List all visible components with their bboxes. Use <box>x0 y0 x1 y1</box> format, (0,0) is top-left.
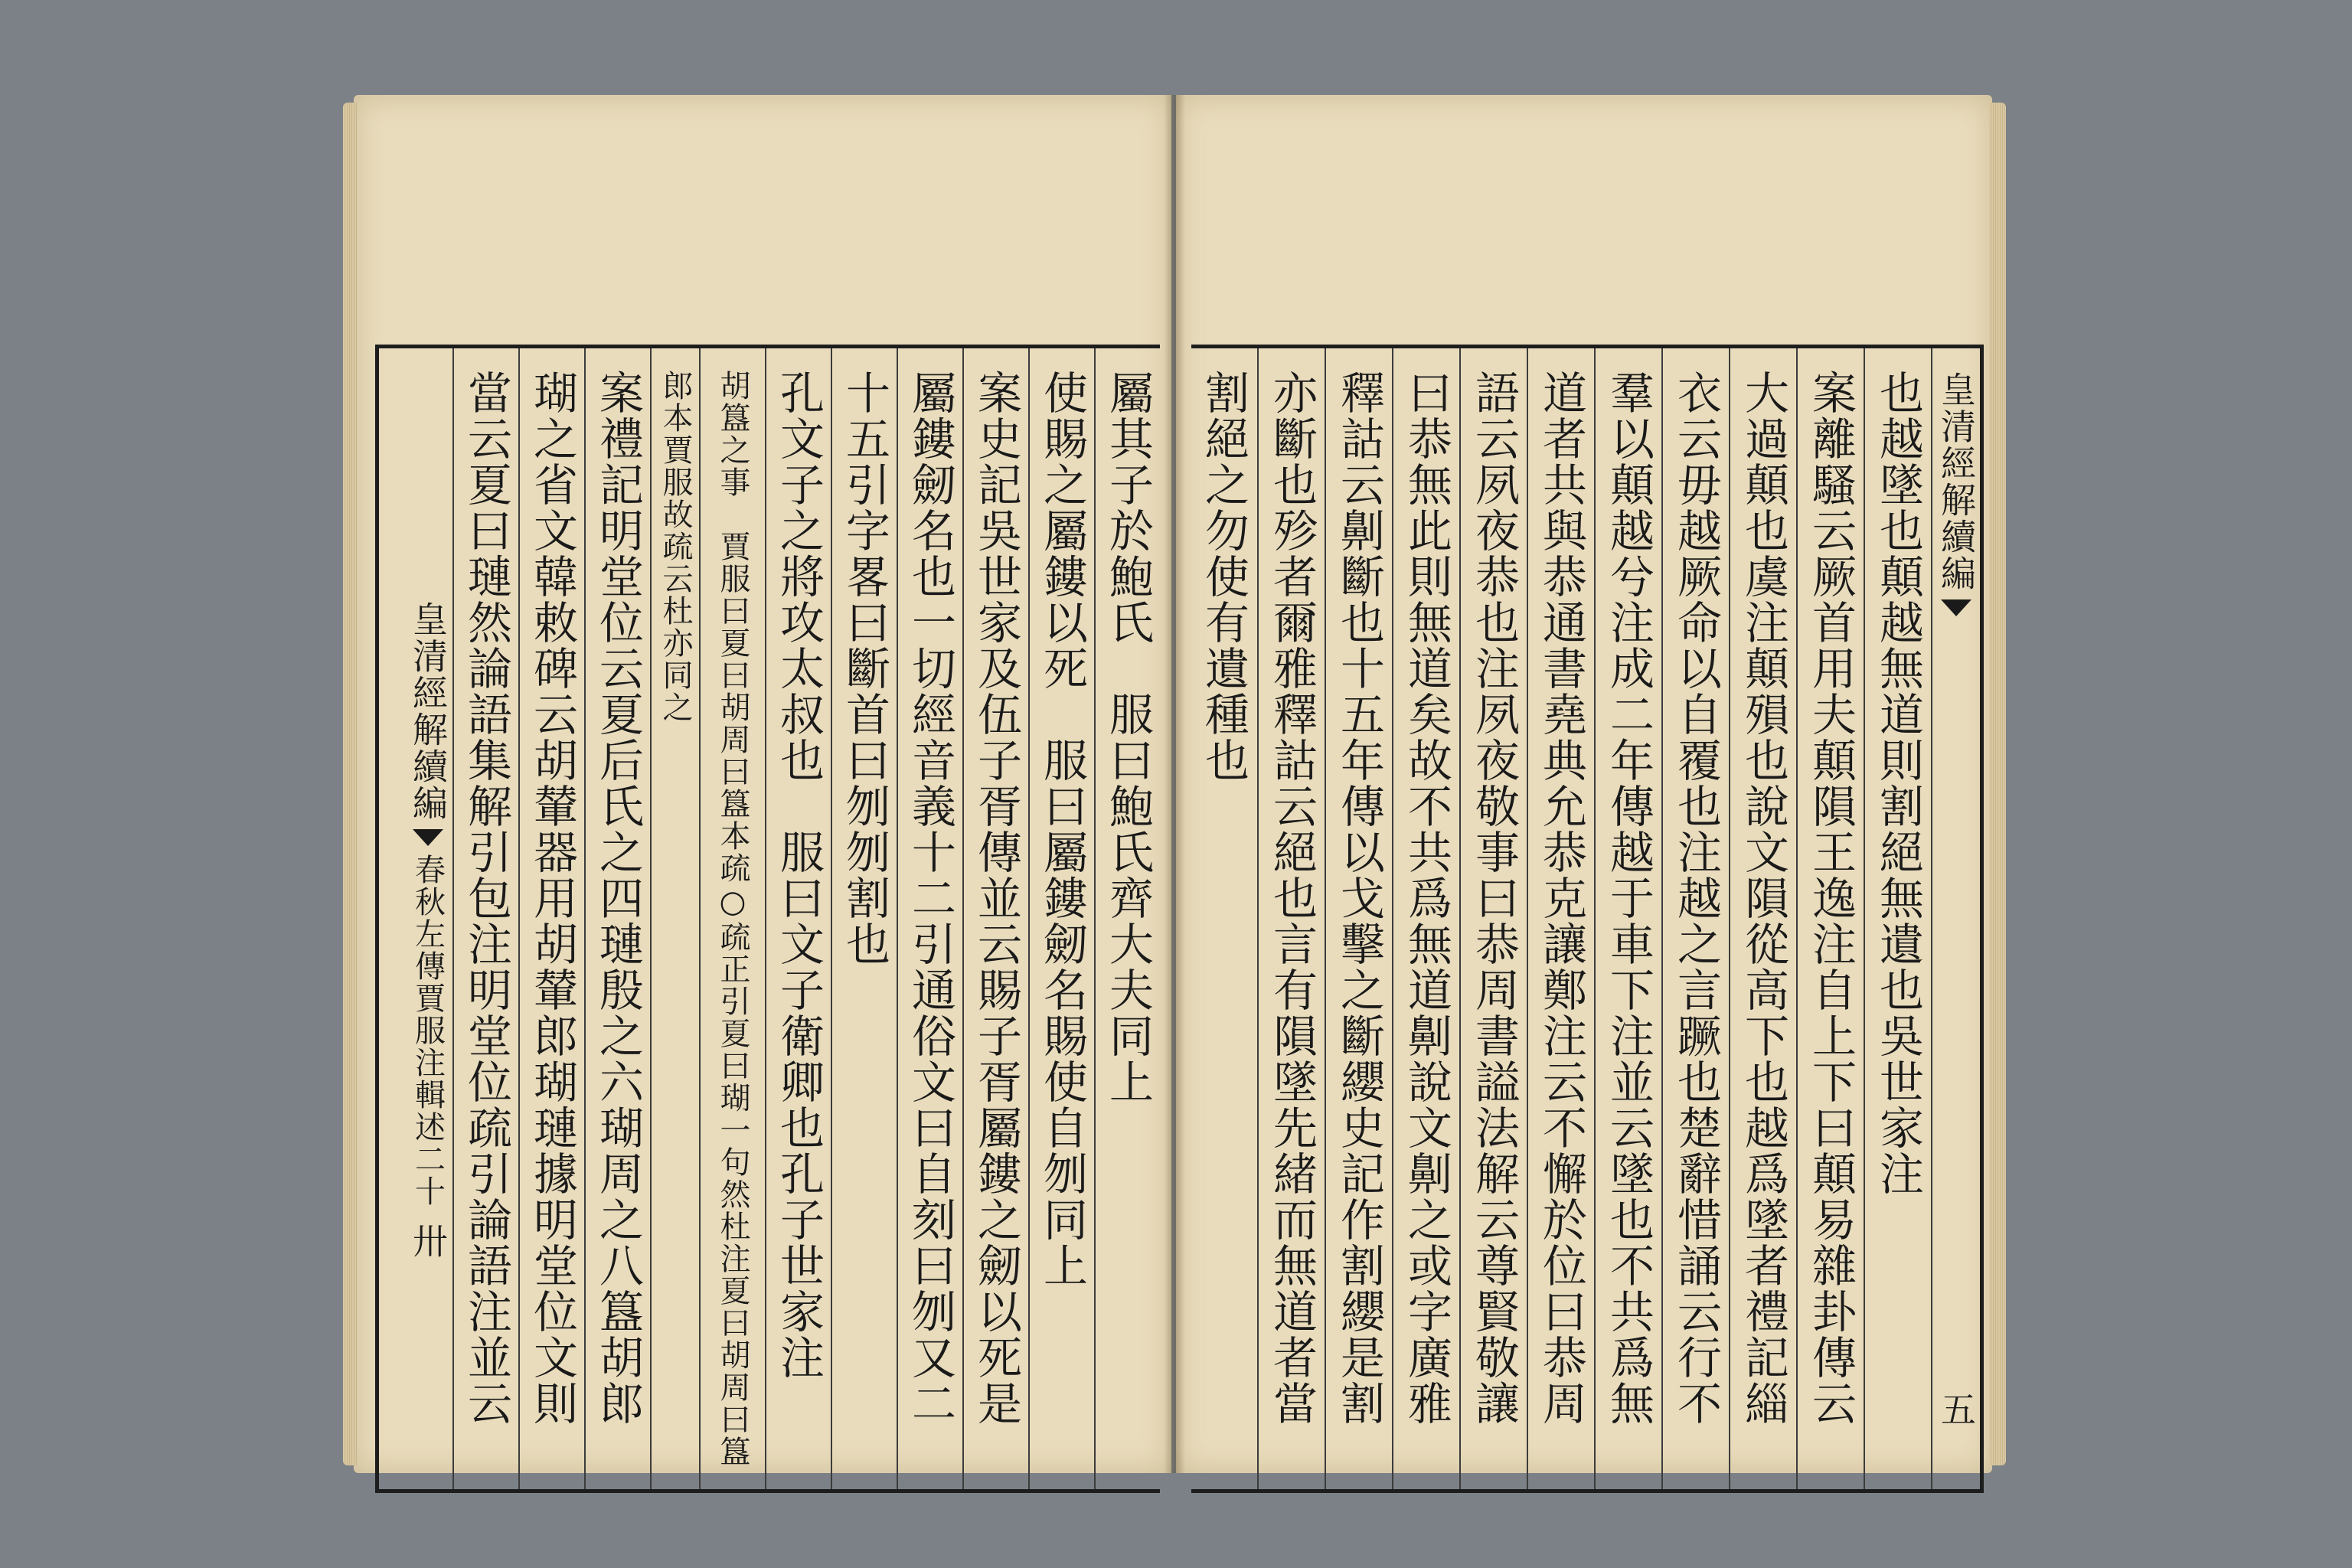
left-column-text: 十五引字畧曰斷首曰刎刎割也 <box>838 370 890 967</box>
left-column-text: 郎本賈服故疏云杜亦同之 <box>658 370 693 724</box>
right-column-text: 亦斷也殄者爾雅釋詁云絕也言有隕墜先緒而無道者當 <box>1266 370 1318 1426</box>
left-folio-number: 卅 <box>407 1223 449 1259</box>
right-column-text: 羣以顛越兮注成二年傳越于車下注並云墜也不共爲無 <box>1602 370 1655 1426</box>
fish-tail-mark-icon <box>1941 599 1971 616</box>
left-column-2 <box>1028 348 1094 1489</box>
right-column-text: 案離騷云厥首用夫顛隕王逸注自上下曰顛易雜卦傳云 <box>1805 370 1857 1426</box>
right-column-2 <box>1796 348 1864 1489</box>
left-column-text: 案史記吳世家及伍子胥傳並云賜子胥屬鏤之劒以死是 <box>970 370 1022 1426</box>
right-column-10 <box>1257 348 1325 1489</box>
left-margin-subtitle: 春秋左傳賈服注輯述二十 <box>410 854 446 1207</box>
left-margin-title: 皇清經解續編 <box>407 601 449 822</box>
left-margin-strip <box>403 348 452 1489</box>
right-column-text: 割絕之勿使有遺種也 <box>1197 370 1250 783</box>
left-column-text: 屬其子於鮑氏 服曰鮑氏齊大夫同上 <box>1102 370 1154 1105</box>
right-page-edge <box>1989 103 2006 1465</box>
right-margin-title: 皇清經解續編 <box>1936 371 1977 592</box>
right-column-7 <box>1459 348 1527 1489</box>
left-page-edge <box>343 103 357 1465</box>
left-text-frame <box>375 345 1160 1493</box>
right-column-text: 也越墜也顛越無道則割絕無遺也吳世家注 <box>1872 370 1924 1197</box>
left-column-text: 孔文子之將攻太叔也 服曰文子衛卿也孔子世家注 <box>773 370 825 1380</box>
right-column-text: 釋詁云劓斷也十五年傳以戈擊之斷纓史記作割纓是割 <box>1333 370 1385 1426</box>
right-column-4 <box>1661 348 1729 1489</box>
right-column-11 <box>1190 348 1257 1489</box>
left-column-text: 屬鏤劒名也一切經音義十二引通俗文曰自刻曰刎又二 <box>904 370 956 1426</box>
right-page <box>1176 95 1992 1473</box>
left-column-10 <box>518 348 584 1489</box>
left-column-8 <box>650 348 699 1489</box>
right-column-text: 曰恭無此則無道矣故不共爲無道劓說文劓之或字廣雅 <box>1400 370 1452 1426</box>
right-column-9 <box>1325 348 1392 1489</box>
open-book <box>354 95 1992 1473</box>
left-column-text: 瑚之省文韓敕碑云胡輦器用胡輦郎瑚璉據明堂位文則 <box>526 370 578 1426</box>
right-column-text: 衣云毋越厥命以自覆也注越之言蹶也楚辭惜誦云行不 <box>1670 370 1722 1426</box>
left-column-text: 當云夏曰璉然論語集解引包注明堂位疏引論語注並云 <box>460 370 512 1426</box>
right-column-8 <box>1392 348 1459 1489</box>
right-column-6 <box>1527 348 1594 1489</box>
right-column-1 <box>1864 348 1931 1489</box>
left-column-9 <box>584 348 650 1489</box>
left-page <box>354 95 1171 1473</box>
fish-tail-mark-icon <box>413 829 443 846</box>
right-folio-number: 五 <box>1936 1391 1977 1428</box>
left-column-text: 案禮記明堂位云夏后氏之四璉殷之六瑚周之八簋胡郎 <box>592 370 644 1426</box>
right-margin-strip <box>1931 348 1980 1489</box>
left-column-text: 使賜之屬鏤以死 服曰屬鏤劒名賜使自刎同上 <box>1036 370 1088 1289</box>
right-column-text: 道者共與恭通書堯典允恭克讓鄭注云不懈於位曰恭周 <box>1535 370 1587 1426</box>
right-column-3 <box>1729 348 1796 1489</box>
right-column-text: 大過顛也虞注顛殞也說文隕從高下也越爲墜者禮記緇 <box>1737 370 1789 1426</box>
book-gutter <box>1164 95 1185 1473</box>
left-column-3 <box>962 348 1028 1489</box>
right-column-text: 語云夙夜恭也注夙夜敬事曰恭周書謚法解云尊賢敬讓 <box>1468 370 1520 1426</box>
left-column-1 <box>1094 348 1160 1489</box>
left-column-7 <box>699 348 765 1489</box>
right-columns <box>1191 348 1980 1489</box>
left-column-5 <box>831 348 897 1489</box>
left-column-6 <box>765 348 831 1489</box>
right-column-5 <box>1594 348 1661 1489</box>
left-column-text: 胡簋之事 賈服曰夏曰胡周曰簋本疏○疏正引夏曰瑚一句然杜注夏曰胡周曰簋 <box>715 370 750 1468</box>
left-columns <box>379 348 1160 1489</box>
left-column-4 <box>897 348 962 1489</box>
left-column-11 <box>452 348 518 1489</box>
right-text-frame <box>1191 345 1984 1493</box>
